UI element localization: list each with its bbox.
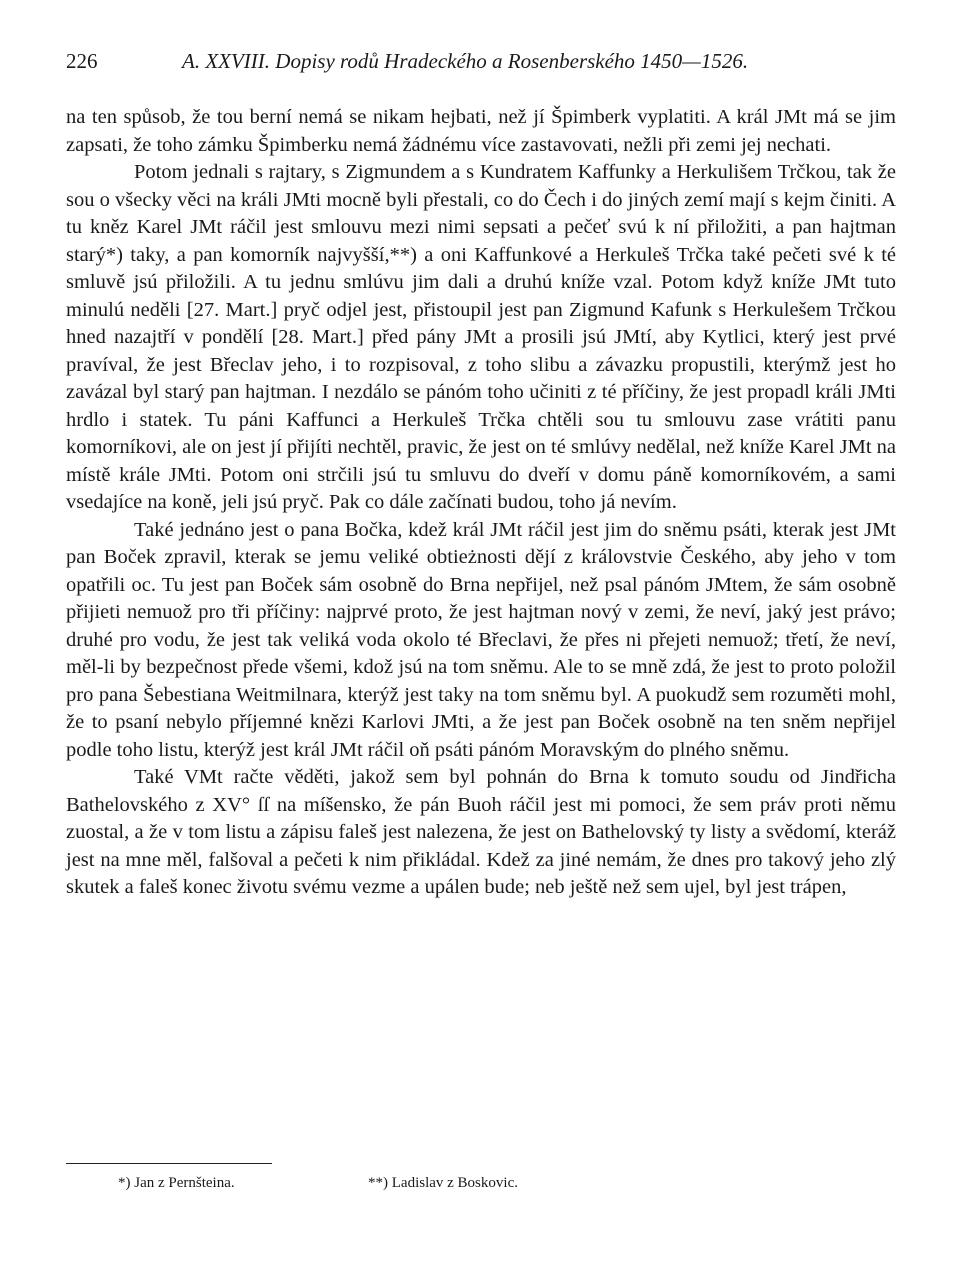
page-number: 226 — [66, 49, 98, 73]
footnote: **) Ladislav z Boskovic. — [368, 1175, 518, 1191]
running-title: A. XXVIII. Dopisy rodů Hradeckého a Rosenberského 1450—1526. — [182, 49, 749, 73]
footnote: *) Jan z Pernšteina. — [118, 1175, 235, 1191]
body-text — [66, 104, 896, 902]
paragraph: Potom jednali s rajtary, s Zigmundem a s Kundratem Kaffunky a Herkulišem Trčkou, tak že sou o všecky věci na králi JMti mocně byli přestali, co do Čech i do jiných zemí mají s kejm činiti. A tu kněz Karel JMt ráčil jest smlouvu mezi nimi sepsati a pečeť svú k ní přiložiti, a pan hajtman starý*) taky, a pan komorník najvyšší,**) a oni Kaffunkové a Herkuleš Trčka také pečeti své k té smluvě jsú přiložili. A tu jednu smlúvu jim dali a druhú kníže vzal. Potom když kníže JMt tuto minulú neděli [27. Mart.] pryč odjel jest, přistoupil jest pan Zigmund Kafunk s Herkulešem Trčkou hned nazajtří v pondělí [28. Mart.] před pány JMt a prosili jsú JMtí, aby Kytlici, který jest prvé pravíval, že jest Břeclav jeho, i to rozpisoval, z toho slibu a závazku propustili, kterýmž jest ho zavázal byl starý pan hajtman. I nezdálo se pánóm toho učiniti z té příčiny, že jest propadl králi JMti hrdlo i statek. Tu páni Kaffunci a Herkuleš Trčka chtěli sou tu smlouvu zase vrátiti panu komorníkovi, ale on jest jí přijíti nechtěl, praviс, že jest on té smlúvy nedělal, než kníže Karel JMt na místě krále JMti. Potom oni strčili jsú tu smluvu do dveří v domu páně komorníkovém, a sami vsedajíce na koně, jeli jsú pryč. Pak co dále začínati budou, toho já nevím. — [66, 161, 897, 513]
paragraph: Také VMt račte věděti, jakož sem byl pohnán do Brna k tomuto soudu od Jindřicha Bathelovského z XV° ſſ na míšensko, že pán Buoh ráčil jest mi pomoci, že sem práv proti němu zuostal, a že v tom listu a zápisu faleš jest nalezena, že jest on Bathelovský ty listy a svědomí, kteráž jest na mne měl, falšoval a pečeti k nim přikládal. Kdež za jiné nemám, že dnes pro takový jeho zlý skutek a faleš konec životu svému vezme a upálen bude; neb ještě než sem ujel, byl jest trápen, — [66, 766, 896, 898]
paragraph: Také jednáno jest o pana Bočka, kdež král JMt ráčil jest jim do sněmu psáti, kterak jest JMt pan Boček zpravil, kterak se jemu veliké obtieżnosti dějí z královstvie Českého, aby jeho v tom opatřili oc. Tu jest pan Boček sám osobně do Brna nepřijel, než psal pánóm JMtem, že sám osobně přijieti nemuož pro tři příčiny: najprvé proto, že jest hajtman nový v zemi, že neví, jaký jest právo; druhé pro vodu, že jest tak veliká voda okolo té Břeclavi, že přes ni přejeti nemuož; třetí, že neví, měl-li by bezpečnost přede všemi, kdož jsú na tom sněmu. Ale to se mně zdá, že jest to proto položil pro pana Šebestiana Weitmilnara, kterýž jest taky na tom sněmu byl. A puokudž sem rozuměti mohl, že to psaní nebylo příjemné knězi Karlovi JMti, a že jest pan Boček osobně na ten sněm nepřijel podle toho listu, kterýž jest král JMt ráčil oň psáti pánóm Moravským do plného sněmu. — [66, 518, 896, 761]
paragraph: na ten spůsob, že tou berní nemá se nikam hejbati, než jí Špimberk vyplatiti. A král JMt má se jim zapsati, že toho zámku Špimberku nemá žádnému více zastavovati, nežli při zemi jej nechati. — [66, 106, 896, 156]
footnote-divider — [66, 1163, 272, 1164]
